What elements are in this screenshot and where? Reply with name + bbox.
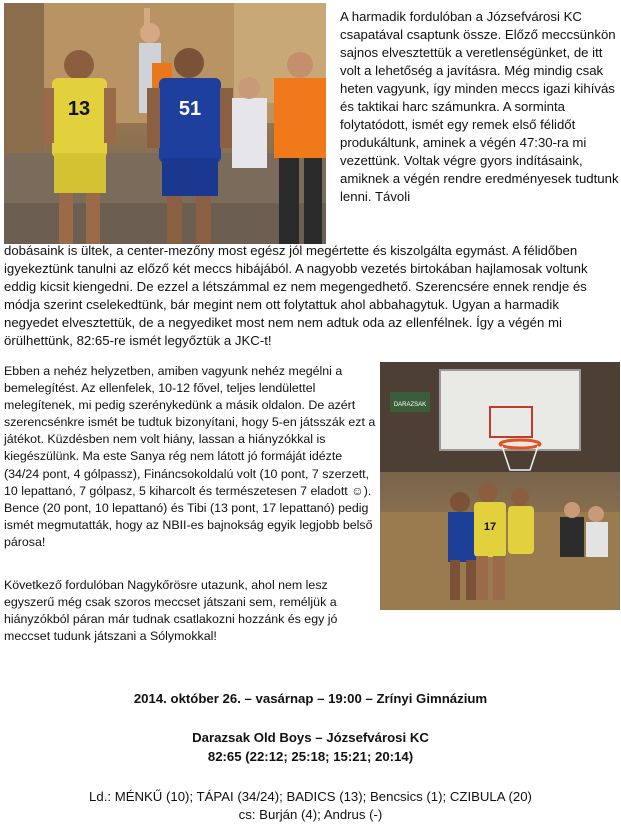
jersey-number-17: 17 <box>483 521 497 533</box>
article-next-round: Következő fordulóban Nagykőrösre utazunk, ahol nem lesz egyszerű még csak szoros meccset játszani sem, reméljük a hiányzókból páran már tudnak csatlakozni hozzánk és egy jó meccset tudunk játszani a Sólymokkal! <box>4 578 338 644</box>
match-date-line: 2014. október 26. – vasárnap – 19:00 – Zrínyi Gimnázium <box>133 691 488 706</box>
match-subs: cs: Burján (4); Andrus (-) <box>238 807 383 822</box>
match-scorers: Ld.: MÉNKŰ (10); TÁPAI (34/24); BADICS (13); Bencsics (1); CZIBULA (20) <box>89 789 532 804</box>
photo-bottom-illustration <box>380 362 620 610</box>
match-teams: Darazsak Old Boys – Józsefvárosi KC <box>192 730 429 745</box>
article-body: dobásaink is ültek, a center-mezőny most egész jól megértette és kiszolgálta egymást. A félidőben igyekeztünk tanulni az előző két meccs hibájából. A nagyobb vezetés birtokában hajlamosak voltunk eddig kicsit kiengedni. De ezzel a létszámmal ez nem megengedhető. Szerencsére ennek rendje és módja szerint cselekedtünk, bár megint nem ott folytattuk ahol abbahagytuk. Ugyan a harmadik negyedet elvesztettük, de a negyediket most nem nem adtuk oda az ellenfélnek. Így a végén mi örülhettünk, 82:65-re ismét legyőztük a JKC-t! <box>4 243 588 348</box>
article-side: Ebben a nehéz helyzetben, amiben vagyunk nehéz megélni a bemelegítést. Az ellenfelek, 10-12 fővel, teljes lendülettel melegítenek, mi pedig szerénykedünk a másik oldalon. De azért szerencsénkre ismét be tudtuk bizonyítani, hogy 5-en játsszák ezt a játékot. Küzdésben nem volt hiány, lassan a hiányzókkal is kiegészülünk. Ma este Sanya rég nem látott jó formáját idézte (34/24 pont, 4 gólpassz), Fináncsokoldalú volt (10 pont, 7 szerzett, 10 lepattanó, 7 gólpasz, 5 kiharcolt és természetesen 7 eladott ☺). Bence (20 pont, 10 lepattanó) és Tibi (13 pont, 17 lepattanó) pedig ismét megmutatták, hogy az NBII-es bajnokság egyik legjobb belső párosa! <box>4 364 376 549</box>
article-intro: A harmadik fordulóban a Józsefvárosi KC csapatával csaptunk össze. Előző meccsünkön sajnos elvesztettük a veretlenségünket, de itt volt a lehetőség a javításra. Még mindig csak heten vagyunk, így minden meccs igazi kihívás és taktikai harc számunkra. A sorminta folytatódott, ismét egy remek első félidőt produkáltunk, aminek a végén 47:30-ra mi vezettünk. Voltak végre gyors indításaink, amiknek a végén rendre eredményesek tudtunk lenni. Távoli <box>340 9 619 204</box>
jersey-number-51: 51 <box>178 98 202 120</box>
match-score: 82:65 (22:12; 25:18; 15:21; 20:14) <box>207 749 414 764</box>
jersey-number-13: 13 <box>67 98 91 120</box>
basketball-photo-bottom <box>380 362 620 610</box>
photo-top-illustration <box>4 3 326 244</box>
wall-banner-text: DARAZSAK <box>393 402 427 408</box>
basketball-photo-top <box>4 3 326 244</box>
